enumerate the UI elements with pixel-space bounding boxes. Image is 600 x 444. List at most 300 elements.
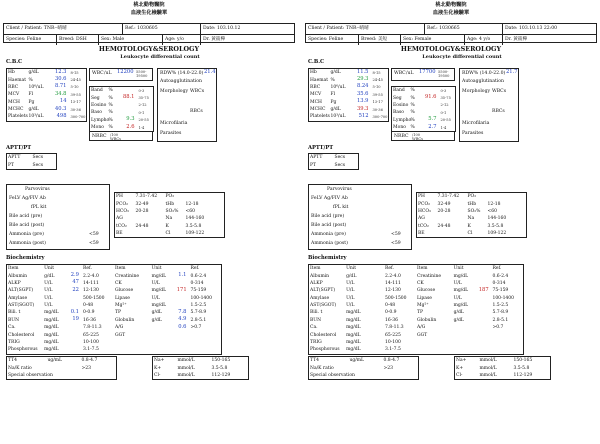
blood-gas-table-cell: PO₂ xyxy=(467,194,477,200)
parvo-item: fPL kit xyxy=(31,205,47,210)
biochem-table-cell xyxy=(370,287,384,294)
biochem-table-cell: 2.8-5.1 xyxy=(492,317,509,323)
wbc-diff-table-cell: % xyxy=(410,102,415,108)
biochem-table-cell: 12-130 xyxy=(82,288,99,294)
blood-gas-table-cell: 20-28 xyxy=(135,208,149,214)
wbc-diff-table-cell: % xyxy=(108,125,113,131)
biochem-table-cell: U/L xyxy=(453,295,462,301)
biochem-table-cell xyxy=(453,332,478,339)
blood-gas-table-cell xyxy=(135,230,165,238)
biochem-table-cell xyxy=(478,324,492,331)
biochem-table-cell xyxy=(151,339,176,346)
cbc-table-cell: Pg xyxy=(330,99,337,105)
electrolyte-table-cell: 3.5-5.8 xyxy=(211,365,228,371)
biochem-table-cell: Unit xyxy=(151,266,162,272)
wbc-diff-table-row xyxy=(90,109,154,116)
biochem-table-cell: BUN xyxy=(8,317,20,323)
tt4-table-cell xyxy=(383,372,419,380)
cbc-table-cell: 39-55 xyxy=(372,92,383,97)
biochem-table-cell: Albumin xyxy=(310,273,330,279)
section-title: HEMOTOLOGY&SEROLOGY xyxy=(400,45,502,53)
biochem-table-cell: Mg²⁺ xyxy=(114,303,127,309)
biochem-table-cell xyxy=(453,346,478,354)
wbc-diff-table-row xyxy=(90,94,154,101)
parvo-item: Ammonia (post) xyxy=(311,241,348,246)
lab-report-sheet-1 xyxy=(0,0,298,444)
biochem-table-cell: mg/dL xyxy=(44,310,59,316)
wbc-diff-table-cell: 1-4 xyxy=(440,125,447,130)
morph-microfilaria: Microfilaria xyxy=(462,121,490,126)
biochem-table-cell: A/G xyxy=(416,325,426,331)
biochem-table-cell xyxy=(370,324,384,331)
cbc-table-row xyxy=(7,91,87,98)
cbc-table-cell: MCH xyxy=(8,99,20,105)
blood-gas-table-cell: tCO₂ xyxy=(418,223,429,229)
cbc-table-cell: 13.9 xyxy=(356,98,369,105)
biochem-table-cell: 12-130 xyxy=(384,288,401,294)
biochem-table-cell: 187 xyxy=(478,286,489,293)
biochem-table-cell xyxy=(416,346,453,354)
rdw-label: RDW% (14.0-22.0) xyxy=(160,71,204,76)
biochem-table-cell: U/L xyxy=(44,295,53,301)
biochem-table-cell xyxy=(370,295,384,302)
biochem-table-cell: mg/dL xyxy=(453,273,469,279)
wbc-diff-table-cell: 2.6 xyxy=(126,123,135,130)
wbc-unit: /uL xyxy=(104,71,112,76)
blood-gas-table-cell: Cl xyxy=(467,231,473,237)
cbc-table-cell: MCV xyxy=(8,92,20,98)
biochem-table-cell xyxy=(370,332,384,339)
blood-gas-table-cell: 7.31-7.42 xyxy=(437,194,460,200)
biochem-table-cell: mg/dL xyxy=(151,303,167,309)
biochem-table-cell: 500-1500 xyxy=(384,295,407,301)
blood-gas-table-cell: 24-48 xyxy=(135,223,149,229)
biochem-table-cell: TP xyxy=(416,310,424,316)
report-title: 血液生化檢驗單 xyxy=(432,10,470,16)
blood-gas-table-row xyxy=(115,223,225,230)
cbc-table-cell: 29.3 xyxy=(356,76,369,83)
biochem-table-row xyxy=(309,339,524,346)
electrolyte-table-cell: 150-165 xyxy=(513,358,533,364)
cbc-table-row xyxy=(309,91,389,98)
biochem-table-row xyxy=(7,280,222,287)
biochem-table-cell: mg/dL xyxy=(151,288,167,294)
wbc-diff-table-cell: Eosino xyxy=(393,102,409,108)
hospital-name: 桃北動物醫院 xyxy=(435,2,467,8)
cbc-table-cell: g/dL xyxy=(330,107,341,113)
aptt-table-cell: PT xyxy=(310,162,317,168)
tt4-table-cell: TT4 xyxy=(310,358,319,364)
electrolyte-table-cell: 112-129 xyxy=(513,372,533,378)
blood-gas-table-cell xyxy=(437,215,467,222)
blood-gas-table-row xyxy=(115,200,225,207)
blood-gas-table-cell: Cl xyxy=(165,231,171,237)
info-client: Client / Patient: TNR--晴晴 xyxy=(6,26,67,32)
electrolyte-table-row xyxy=(153,357,249,365)
cbc-table-cell: 24-45 xyxy=(372,78,383,83)
biochem-table-cell: U/L xyxy=(453,280,462,286)
biochem-table-row xyxy=(7,332,222,339)
blood-gas-table-cell: tCO₂ xyxy=(116,223,127,229)
biochem-table-cell: ALKP xyxy=(310,280,323,286)
morph-rbcs: RBCs xyxy=(492,109,505,114)
biochem-table-cell: Item xyxy=(8,266,19,272)
biochem-table-cell: 0.6-2.4 xyxy=(190,273,207,279)
biochem-table-cell: 5.7-8.9 xyxy=(190,310,207,316)
electrolyte-table-row xyxy=(455,357,551,365)
biochem-table-cell xyxy=(478,302,492,309)
biochem-table-cell xyxy=(478,309,492,316)
biochem-table-cell: Cholesterol xyxy=(310,332,337,338)
blood-gas-table-cell: Na xyxy=(467,216,475,222)
biochem-table-cell: 0.6-2.4 xyxy=(492,273,509,279)
biochem-table-cell: Cholesterol xyxy=(8,332,35,338)
cbc-table xyxy=(6,68,87,122)
aptt-pt-label: APTT/PT xyxy=(308,145,334,151)
biochem-table-cell: 0-314 xyxy=(492,280,506,286)
biochem-table-cell xyxy=(370,309,384,316)
biochem-table-row xyxy=(7,346,222,354)
blood-gas-table-row xyxy=(115,230,225,238)
wbc-diff-table-cell: % xyxy=(108,110,113,116)
cbc-table-cell: 10³/uL xyxy=(330,114,346,120)
cbc-table-cell: % xyxy=(28,77,33,83)
morph-morphology: Morphology xyxy=(462,89,491,94)
biochem-table-cell: Mg²⁺ xyxy=(416,303,429,309)
cbc-table-cell: Haemat xyxy=(310,77,329,83)
biochem-table-cell: Glucose xyxy=(114,288,134,294)
cbc-table-cell: 10⁶/uL xyxy=(28,84,44,90)
wbc-box xyxy=(391,68,455,81)
wbc-value: 12200 xyxy=(117,69,134,75)
biochem-table-row xyxy=(309,272,524,279)
biochem-table-cell: CK xyxy=(416,280,424,286)
biochem-table-cell xyxy=(151,332,176,339)
aptt-table-row xyxy=(7,161,57,169)
biochem-table-cell: g/dL xyxy=(346,273,357,279)
tt4-table-cell: Special observation xyxy=(8,372,53,378)
wbc-diff-table-row xyxy=(392,87,456,95)
tt4-table-cell: TT4 xyxy=(8,358,17,364)
parvo-item: Bile acid (post) xyxy=(9,223,45,228)
biochem-table-cell: Creatinine xyxy=(416,273,442,279)
wbc-diff-table-cell: Lympho xyxy=(393,117,412,123)
biochem-table-cell: BUN xyxy=(310,317,322,323)
biochem-table-cell: 0-48 xyxy=(82,303,94,309)
aptt-table-cell: APTT xyxy=(8,155,21,161)
biochem-table-cell xyxy=(370,302,384,309)
cbc-table xyxy=(308,68,389,122)
biochem-table-cell: g/dL xyxy=(44,273,55,279)
tt4-table-cell: >23 xyxy=(383,365,393,371)
biochem-table-cell: Phosphorous xyxy=(8,347,38,353)
blood-gas-table-row xyxy=(417,215,527,222)
biochem-table-cell: 1.1 xyxy=(178,272,187,279)
wbc-diff-table-row xyxy=(392,102,456,109)
biochem-table-cell xyxy=(68,339,82,346)
biochem-table-cell: mg/dL xyxy=(346,325,361,331)
biochem-table-row xyxy=(7,287,222,294)
biochem-table-cell: U/L xyxy=(346,288,355,294)
aptt-pt-label: APTT/PT xyxy=(6,145,32,151)
biochem-table-cell: Bili. t xyxy=(310,310,323,316)
cbc-table-cell: 5-10 xyxy=(70,85,79,90)
biochem-table-cell: 100-1400 xyxy=(492,295,515,301)
cbc-table-cell: 39.3 xyxy=(356,105,369,112)
wbc-diff-table-cell xyxy=(118,102,138,109)
biochem-table-cell xyxy=(478,339,492,346)
blood-gas-table-cell: AG xyxy=(116,216,123,222)
cbc-table-cell: Platelets xyxy=(310,114,330,120)
wbc-diff-table xyxy=(89,86,154,132)
parvo-item: FeLV Ag/FIV Ab xyxy=(311,196,348,201)
biochem-table-cell: Bili. t xyxy=(8,310,21,316)
morph-microfilaria: Microfilaria xyxy=(160,121,188,126)
blood-gas-table-cell: PCO₂ xyxy=(418,201,430,207)
blood-gas-table-cell: 3.5-5.8 xyxy=(185,223,202,229)
cbc-table-cell: 10⁶/uL xyxy=(330,84,346,90)
cbc-table-cell: 8.24 xyxy=(356,83,369,90)
biochem-table-cell: U/L xyxy=(44,280,53,286)
info-species: Species: Feline xyxy=(308,37,344,43)
cbc-table-cell: Fl xyxy=(28,92,34,98)
biochem-table-row xyxy=(309,265,524,273)
electrolyte-table-cell: mmol/L xyxy=(177,365,195,371)
biochem-table-cell: 0-314 xyxy=(190,280,204,286)
biochem-table-cell: 65-225 xyxy=(82,332,99,338)
info-breed: Breed: 美短 xyxy=(358,35,400,45)
biochem-table-cell: 100-1400 xyxy=(190,295,213,301)
biochem-table-cell xyxy=(176,339,190,346)
wbc-diff-table-cell: Mono xyxy=(393,125,406,131)
biochem-table-cell: 65-225 xyxy=(384,332,401,338)
electrolyte-table-row xyxy=(455,364,551,371)
cbc-table-cell: RBC xyxy=(310,84,321,90)
cbc-table-cell: MCH xyxy=(310,99,322,105)
morph-parasites: Parasites xyxy=(160,131,182,136)
aptt-table xyxy=(308,153,359,170)
info-sex: Sex: Female xyxy=(400,35,464,45)
cbc-table-cell: 24-45 xyxy=(70,78,81,83)
biochem-table-cell: mg/dL xyxy=(44,340,59,346)
blood-gas-table-cell: 109-122 xyxy=(185,231,205,237)
wbc-diff-table-cell: 20-55 xyxy=(138,118,149,123)
blood-gas-table xyxy=(416,192,527,238)
electrolyte-table-row xyxy=(153,364,249,371)
wbc-diff-table-cell: Eosino xyxy=(91,102,107,108)
blood-gas-table-cell: SO₂% xyxy=(467,208,481,214)
biochem-table-row xyxy=(309,324,524,331)
wbc-diff-table-cell: 2.7 xyxy=(428,123,437,130)
biochem-table-cell: Ca. xyxy=(310,325,318,331)
cbc-table-cell: 13-17 xyxy=(70,100,81,105)
aptt-table-cell: PT xyxy=(8,162,15,168)
cbc-table-cell: MCHC xyxy=(310,107,326,113)
blood-gas-table-cell: 32-49 xyxy=(135,201,149,207)
morph-morphology: Morphology xyxy=(160,89,189,94)
nrbc-box xyxy=(89,131,153,141)
biochem-table-cell: Lipase xyxy=(416,295,432,301)
biochem-table-cell: 1.5-2.5 xyxy=(190,303,207,309)
wbc-diff-table-cell: 0-1 xyxy=(138,110,145,115)
rdw-box xyxy=(459,68,519,142)
cbc-table-cell: 5-10 xyxy=(372,85,381,90)
rdw-value: 21.4 xyxy=(204,69,216,75)
biochem-table-cell: Unit xyxy=(44,266,55,272)
tt4-table-cell: Special observation xyxy=(310,372,355,378)
cbc-table-cell: 40.3 xyxy=(54,105,67,112)
wbc-diff-table-row xyxy=(90,102,154,109)
blood-gas-table-cell: <60 xyxy=(487,208,497,214)
blood-gas-table-cell: Na xyxy=(165,216,173,222)
parvo-item: Bile acid (pre) xyxy=(311,214,345,219)
blood-gas-table xyxy=(114,192,225,238)
cbc-table-cell: 39-55 xyxy=(70,92,81,97)
electrolyte-table-cell: 150-165 xyxy=(211,358,231,364)
biochem-table-cell: Globulin xyxy=(416,317,437,323)
wbc-diff-table-cell: 9.3 xyxy=(126,116,135,123)
biochem-table-cell: Globulin xyxy=(114,317,135,323)
biochem-table-cell: Ref. xyxy=(492,266,502,272)
biochem-table-cell: 0-0.9 xyxy=(82,310,95,316)
cbc-table-cell: Platelets xyxy=(8,114,28,120)
electrolyte-table-row xyxy=(153,372,249,380)
biochem-table-row xyxy=(309,332,524,339)
blood-gas-table-row xyxy=(417,200,527,207)
biochem-table-cell: 75-159 xyxy=(492,288,509,294)
wbc-diff-table-cell: % xyxy=(410,88,415,94)
info-dr: Dr. 黃筱樺 xyxy=(200,35,296,45)
biochem-table-cell: U/L xyxy=(346,295,355,301)
biochem-table-cell: g/dL xyxy=(151,317,162,323)
ammonia-pre-ref: <59 xyxy=(391,232,401,237)
blood-gas-table-cell: 12-18 xyxy=(185,201,199,207)
biochem-table-cell: 2.9 xyxy=(70,272,79,279)
tt4-table-cell: 0.8-4.7 xyxy=(81,358,98,364)
biochem-table-cell: mg/dL xyxy=(44,325,59,331)
cbc-table-cell: 34.8 xyxy=(54,90,67,97)
wbc-label: WBC xyxy=(92,71,104,76)
electrolyte-table-cell: mmol/L xyxy=(479,372,497,378)
blood-gas-table-row xyxy=(417,223,527,230)
biochem-table-cell: 14-111 xyxy=(384,280,401,286)
biochem-table-cell: 10-100 xyxy=(82,340,99,346)
biochem-table-cell: Item xyxy=(310,266,321,272)
biochem-table-row xyxy=(309,302,524,309)
biochem-table-cell: >0.7 xyxy=(190,325,202,331)
biochem-table-cell: U/L xyxy=(44,288,53,294)
tt4-table xyxy=(6,356,117,380)
tt4-table-row xyxy=(7,357,117,365)
biochem-table-cell: 3.1-7.5 xyxy=(384,347,401,353)
wbc-diff-table-cell: Band xyxy=(393,88,405,94)
cbc-table-row xyxy=(309,113,389,121)
blood-gas-table-cell: K xyxy=(467,223,471,229)
biochem-table-cell: mg/dL xyxy=(346,332,361,338)
biochem-table-cell xyxy=(151,346,176,354)
biochem-table-cell xyxy=(68,332,82,339)
biochem-table-cell: mg/dL xyxy=(44,317,59,323)
electrolyte-table-cell: mmol/L xyxy=(479,365,497,371)
biochem-table-cell: g/dL xyxy=(151,310,162,316)
biochem-table-cell: 0-0.9 xyxy=(384,310,397,316)
section-title: HEMOTOLOGY&SEROLOGY xyxy=(98,45,200,53)
aptt-table xyxy=(6,153,57,170)
cbc-table-row xyxy=(7,76,87,83)
biochem-table-cell: GGT xyxy=(416,332,428,338)
cbc-table-cell: g/dL xyxy=(28,107,39,113)
biochem-table-cell xyxy=(114,339,151,346)
biochem-table-cell xyxy=(491,346,523,354)
blood-gas-table-cell: PH xyxy=(418,194,425,200)
morph-wbcs: WBCs xyxy=(190,89,205,94)
blood-gas-table-cell: 24-48 xyxy=(437,223,451,229)
cbc-table-row xyxy=(309,76,389,83)
biochem-table-cell xyxy=(416,339,453,346)
cbc-table-row xyxy=(309,106,389,113)
parvo-item: Parvovirus xyxy=(327,187,352,192)
biochem-table-cell: Glucose xyxy=(416,288,436,294)
wbc-diff-table-cell: 2-12 xyxy=(138,103,147,108)
cbc-table-cell: 14 xyxy=(59,98,67,105)
info-date: Date: 103.10.12 xyxy=(200,24,296,34)
biochem-table-cell xyxy=(68,324,82,331)
parvo-item: Bile acid (pre) xyxy=(9,214,43,219)
cbc-table-cell: g/dL xyxy=(28,70,39,76)
wbc-diff-table-cell: Seg xyxy=(393,95,402,101)
biochem-table-cell: Item xyxy=(416,266,428,272)
biochem-table-cell: 0.6 xyxy=(178,323,187,330)
cbc-table-row xyxy=(309,84,389,91)
wbc-diff-table-cell: 0-1 xyxy=(440,110,447,115)
wbc-diff-table xyxy=(391,86,456,132)
nrbc-unit: /100 WBCs xyxy=(412,133,423,142)
cbc-table-cell: 13-17 xyxy=(372,100,383,105)
wbc-ref: 5500-19500 xyxy=(136,70,148,79)
biochem-table-cell: 500-1500 xyxy=(82,295,105,301)
biochem-table-row xyxy=(7,302,222,309)
biochem-table-cell: 7.8-11.3 xyxy=(82,325,102,331)
wbc-diff-table-cell: 91.6 xyxy=(424,94,437,101)
wbc-diff-table-cell: 2-12 xyxy=(440,103,449,108)
biochem-table-cell xyxy=(478,332,492,339)
cbc-table-cell: 12.3 xyxy=(54,68,67,75)
wbc-diff-table-row xyxy=(90,87,154,95)
blood-gas-table-row xyxy=(417,208,527,215)
biochem-table-cell: Albumin xyxy=(8,273,28,279)
blood-gas-table-cell: K xyxy=(165,223,169,229)
biochem-table-cell: A/G xyxy=(114,325,124,331)
blood-gas-table-row xyxy=(115,193,225,201)
parvo-box xyxy=(6,184,110,250)
aptt-table-cell: Secs xyxy=(32,155,44,161)
tt4-table-cell xyxy=(349,364,383,371)
biochem-table-cell: mg/dL xyxy=(346,317,361,323)
aptt-table-cell: APTT xyxy=(310,155,323,161)
blood-gas-table-cell: 144-160 xyxy=(487,216,507,222)
wbc-diff-table-row xyxy=(392,94,456,101)
biochem-table-cell: Ca. xyxy=(8,325,16,331)
biochem-table-cell: 2.2-4.0 xyxy=(384,273,401,279)
aptt-table-row xyxy=(7,154,57,162)
wbc-diff-table-cell: Seg xyxy=(91,95,100,101)
electrolyte-table-row xyxy=(455,372,551,380)
biochem-table-cell: Amylase xyxy=(8,295,28,301)
blood-gas-table-cell xyxy=(185,193,225,201)
blood-gas-table-cell: 12-18 xyxy=(487,201,501,207)
info-client: Client / Patient: TNR--晴晴 xyxy=(308,26,369,32)
blood-gas-table-row xyxy=(115,208,225,215)
